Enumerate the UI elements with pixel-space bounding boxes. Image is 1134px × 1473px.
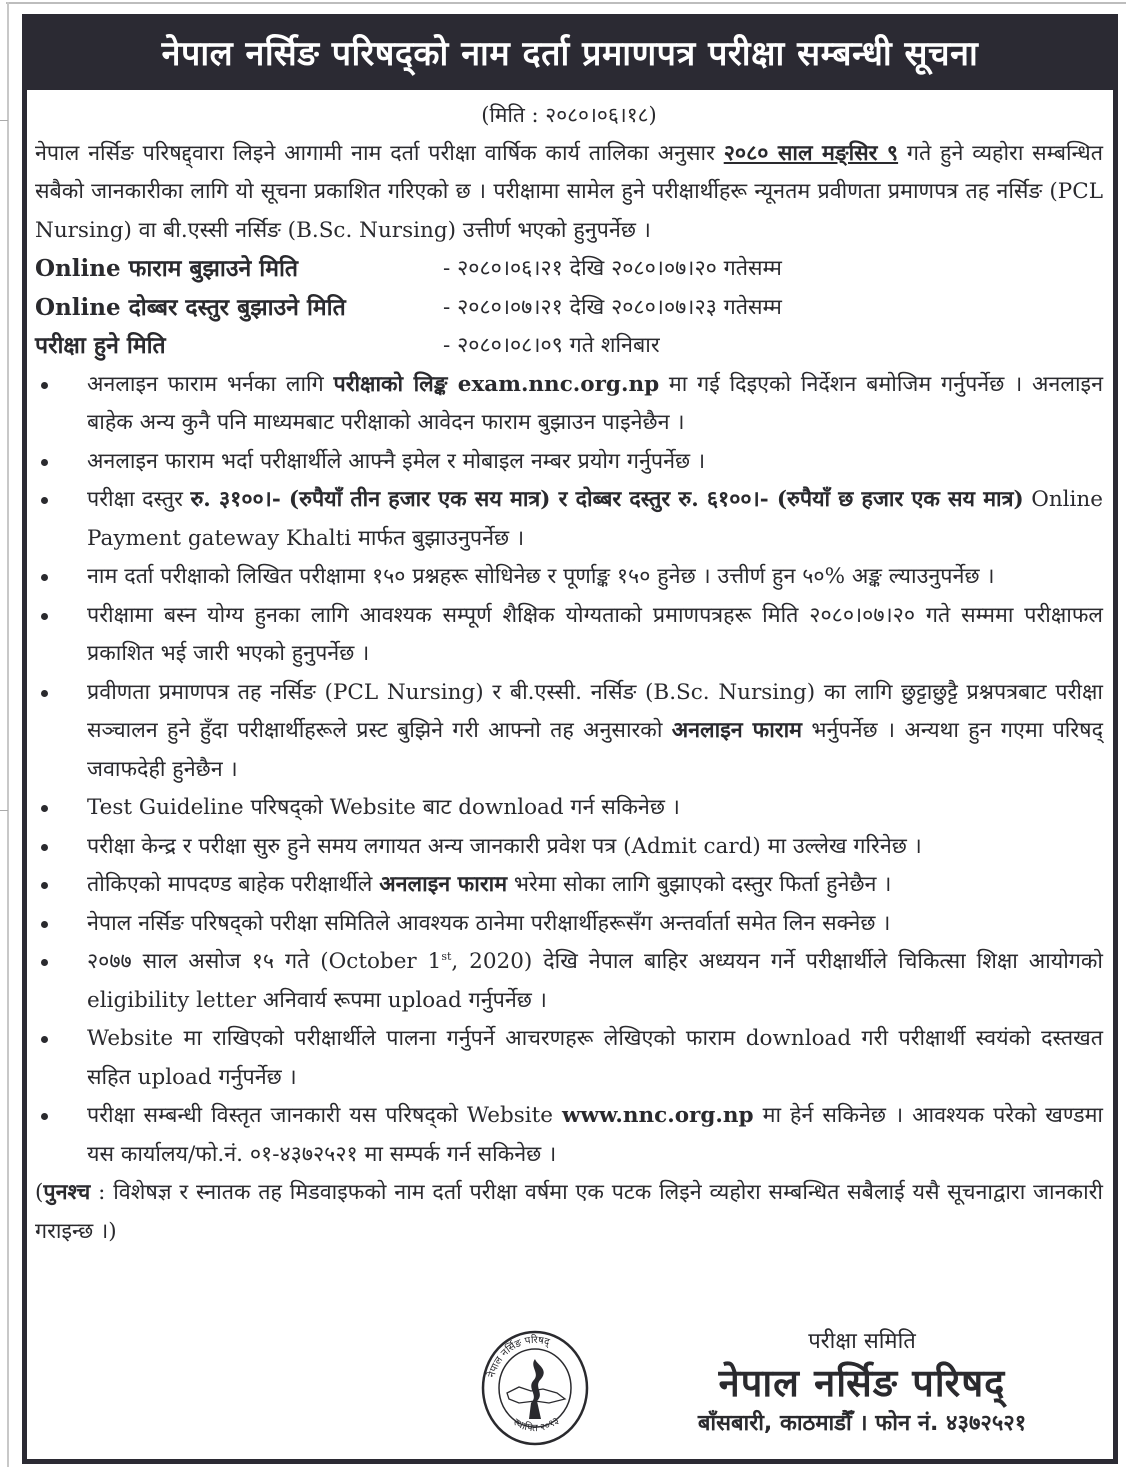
notice-title: नेपाल नर्सिङ परिषद्को नाम दर्ता प्रमाणपत्र परीक्षा सम्बन्धी सूचना: [22, 14, 1118, 90]
bullet-icon: [41, 882, 48, 889]
intro-text: गते हुने व्यहोरा सम्बन्धित सबैको जानकारीका लागि यो सूचना प्रकाशित गरिएको छ । परीक्षामा सामेल हुने परीक्षार्थीहरू न्यूनतम प्रवीणता प्रमाणपत्र तह नर्सिङ (PCL Nursing) वा बी.एस्सी नर्सिङ (B.Sc. Nursing) उत्तीर्ण भएको हुनुपर्नेछ ।: [35, 140, 1103, 243]
signatory: [627, 1325, 1097, 1441]
bullet-icon: [41, 1036, 48, 1043]
list-item: [35, 828, 1103, 867]
list-item: [35, 481, 1103, 558]
bullet-icon: [41, 1113, 48, 1120]
bullet-icon: [41, 574, 48, 581]
item-text: २०७७ साल असोज १५ गते (October 1: [87, 949, 442, 974]
schedule-row: [35, 289, 1103, 328]
list-item: [35, 1097, 1103, 1174]
schedule-label: Online फाराम बुझाउने मिति: [35, 255, 299, 282]
item-text: तोकिएको मापदण्ड बाहेक परीक्षार्थीले: [87, 872, 380, 897]
item-text: प्रवीणता प्रमाणपत्र तह नर्सिङ (PCL Nursing) र बी.एस्सी. नर्सिङ (B.Sc. Nursing) का लागि छुट्टाछुट्टै प्रश्नपत्रबाट परीक्षा सञ्चालन हुने हुँदा परीक्षार्थीहरूले प्रस्ट बुझिने गरी आफ्नो तह अनुसारको: [87, 679, 1103, 743]
schedule-label: परीक्षा हुने मिति: [35, 332, 166, 359]
bullet-icon: [41, 921, 48, 928]
item-text: परीक्षा दस्तुर: [87, 487, 191, 512]
item-text: Website मा राखिएको परीक्षार्थीले पालना गर्नुपर्ने आचरणहरू लेखिएको फाराम download गरी परीक्षार्थी स्वयंको दस्तखत सहित upload गर्नुपर्नेछ ।: [87, 1026, 1103, 1090]
bullet-icon: [41, 459, 48, 466]
schedule-value: - २०८०।०६।२१ देखि २०८०।०७।२० गतेसम्म: [443, 256, 782, 281]
bullet-icon: [41, 690, 48, 697]
exam-link[interactable]: परीक्षाको लिङ्क exam.nnc.org.np: [333, 371, 660, 397]
page-edge-top: [6, 2, 1126, 4]
list-item: [35, 597, 1103, 674]
list-item: [35, 943, 1103, 1020]
intro-paragraph: [35, 135, 1103, 251]
list-item: [35, 866, 1103, 905]
item-text: नाम दर्ता परीक्षाको लिखित परीक्षामा १५० प्रश्नहरू सोधिनेछ र पूर्णाङ्क १५० हुनेछ । उत्तीर्ण हुन ५०% अङ्क ल्याउनुपर्नेछ ।: [87, 564, 995, 589]
list-item: [35, 366, 1103, 443]
bold-text: अनलाइन फाराम: [671, 718, 803, 743]
list-item: [35, 1020, 1103, 1097]
list-item: [35, 905, 1103, 944]
fee-amount: रु. ३१००।- (रुपैयाँ तीन हजार एक सय मात्र) र दोब्बर दस्तुर रु. ६१००।- (रुपैयाँ छ हजार एक सय मात्र): [190, 487, 1024, 512]
note-label: पुनश्च: [43, 1180, 91, 1205]
page-edge-left: [7, 2, 9, 1467]
item-text: मा हेर्न सकिनेछ । आवश्यक परेको खण्डमा यस कार्यालय/फो.नं. ०१-४३७२५२१ मा सम्पर्क गर्न सकिनेछ ।: [87, 1103, 1104, 1167]
schedule-row: [35, 327, 1103, 366]
item-text: भर्नुपर्नेछ । अन्यथा हुन गएमा परिषद् जवाफदेही हुनेछैन ।: [87, 718, 1104, 782]
item-text: मा गई दिइएको निर्देशन बमोजिम गर्नुपर्नेछ । अनलाइन बाहेक अन्य कुनै पनि माध्यमबाट परीक्षाको आवेदन फाराम बुझाउन पाइनेछैन ।: [87, 371, 1104, 435]
notice-content: [35, 96, 1103, 1251]
item-text: Test Guideline परिषद्को Website बाट download गर्न सकिनेछ ।: [87, 795, 680, 820]
council-seal-icon: [479, 1329, 591, 1447]
signature-block: [27, 1319, 1113, 1459]
item-text: परीक्षा केन्द्र र परीक्षा सुरु हुने समय लगायत अन्य जानकारी प्रवेश पत्र (Admit card) मा उल्लेख गरिनेछ ।: [87, 833, 922, 859]
notice-date: (मिति : २०८०।०६।१८): [481, 103, 657, 127]
item-text: Online Payment gateway Khalti मार्फत बुझाउनुपर्नेछ ।: [87, 487, 1103, 551]
svg-text:नेपाल नर्सिङ परिषद्: नेपाल नर्सिङ परिषद्: [486, 1334, 551, 1379]
bold-text: अनलाइन फाराम: [379, 872, 508, 897]
list-item: [35, 443, 1103, 482]
item-text: भरेमा सोका लागि बुझाएको दस्तुर फिर्ता हुनेछैन ।: [507, 872, 892, 897]
schedule: [35, 250, 1103, 366]
organization-address: बाँसबारी, काठमाडौँ । फोन नं. ४३७२५२१: [697, 1411, 1027, 1436]
item-text: परीक्षा सम्बन्धी विस्तृत जानकारी यस परिषद्को Website: [87, 1103, 563, 1128]
note-text: : विशेषज्ञ र स्नातक तह मिडवाइफको नाम दर्ता परीक्षा वर्षमा एक पटक लिइने व्यहोरा सम्बन्धित सबैलाई यसै सूचनाद्वारा जानकारी गराइन्छ ।): [35, 1180, 1103, 1244]
item-text: परीक्षामा बस्न योग्य हुनका लागि आवश्यक सम्पूर्ण शैक्षिक योग्यताको प्रमाणपत्रहरू मिति २०८०।०७।२० गते सम्ममा परीक्षाफल प्रकाशित भई जारी भएको हुनुपर्नेछ ।: [87, 602, 1103, 666]
exam-date-highlight: २०८० साल मङ्सिर ९: [723, 140, 899, 166]
page-edge-tick: [0, 120, 8, 121]
note-text: (: [35, 1180, 44, 1205]
item-text: नेपाल नर्सिङ परिषद्को परीक्षा समितिले आवश्यक ठानेमा परीक्षार्थीहरूसँग अन्तर्वार्ता समेत लिन सक्नेछ ।: [87, 910, 891, 936]
schedule-row: [35, 250, 1103, 289]
bullet-icon: [41, 805, 48, 812]
instruction-list: [35, 366, 1103, 1175]
notice-box: [22, 14, 1118, 1464]
committee-name: परीक्षा समिति: [808, 1329, 916, 1354]
schedule-label: Online दोब्बर दस्तुर बुझाउने मिति: [35, 293, 346, 321]
website-link[interactable]: www.nnc.org.np: [562, 1103, 754, 1128]
bullet-icon: [41, 613, 48, 620]
bullet-icon: [41, 844, 48, 851]
list-item: [35, 558, 1103, 597]
item-text: अनलाइन फाराम भर्दा परीक्षार्थीले आफ्नै इमेल र मोबाइल नम्बर प्रयोग गर्नुपर्नेछ ।: [87, 448, 706, 474]
bullet-icon: [41, 959, 48, 966]
list-item: [35, 789, 1103, 828]
item-text: , 2020) देखि नेपाल बाहिर अध्ययन गर्ने परीक्षार्थीले चिकित्सा शिक्षा आयोगको eligibility letter अनिवार्य रूपमा upload गर्नुपर्नेछ ।: [87, 949, 1103, 1013]
bullet-icon: [41, 382, 48, 389]
bullet-icon: [41, 497, 48, 504]
list-item: [35, 674, 1103, 790]
schedule-value: - २०८०।०८।०९ गते शनिबार: [443, 333, 660, 358]
page-edge-tick: [0, 810, 8, 811]
item-text: अनलाइन फाराम भर्नका लागि: [87, 371, 334, 397]
schedule-value: - २०८०।०७।२१ देखि २०८०।०७।२३ गतेसम्म: [443, 294, 782, 320]
organization-name: नेपाल नर्सिङ परिषद्: [718, 1361, 1006, 1405]
intro-text: नेपाल नर्सिङ परिषद्द्वारा लिइने आगामी नाम दर्ता परीक्षा वार्षिक कार्य तालिका अनुसार: [35, 140, 724, 166]
svg-text:स्थापित २०१३: स्थापित २०१३: [510, 1415, 562, 1435]
ordinal-suffix: st: [441, 949, 452, 963]
postscript-note: [35, 1174, 1103, 1251]
